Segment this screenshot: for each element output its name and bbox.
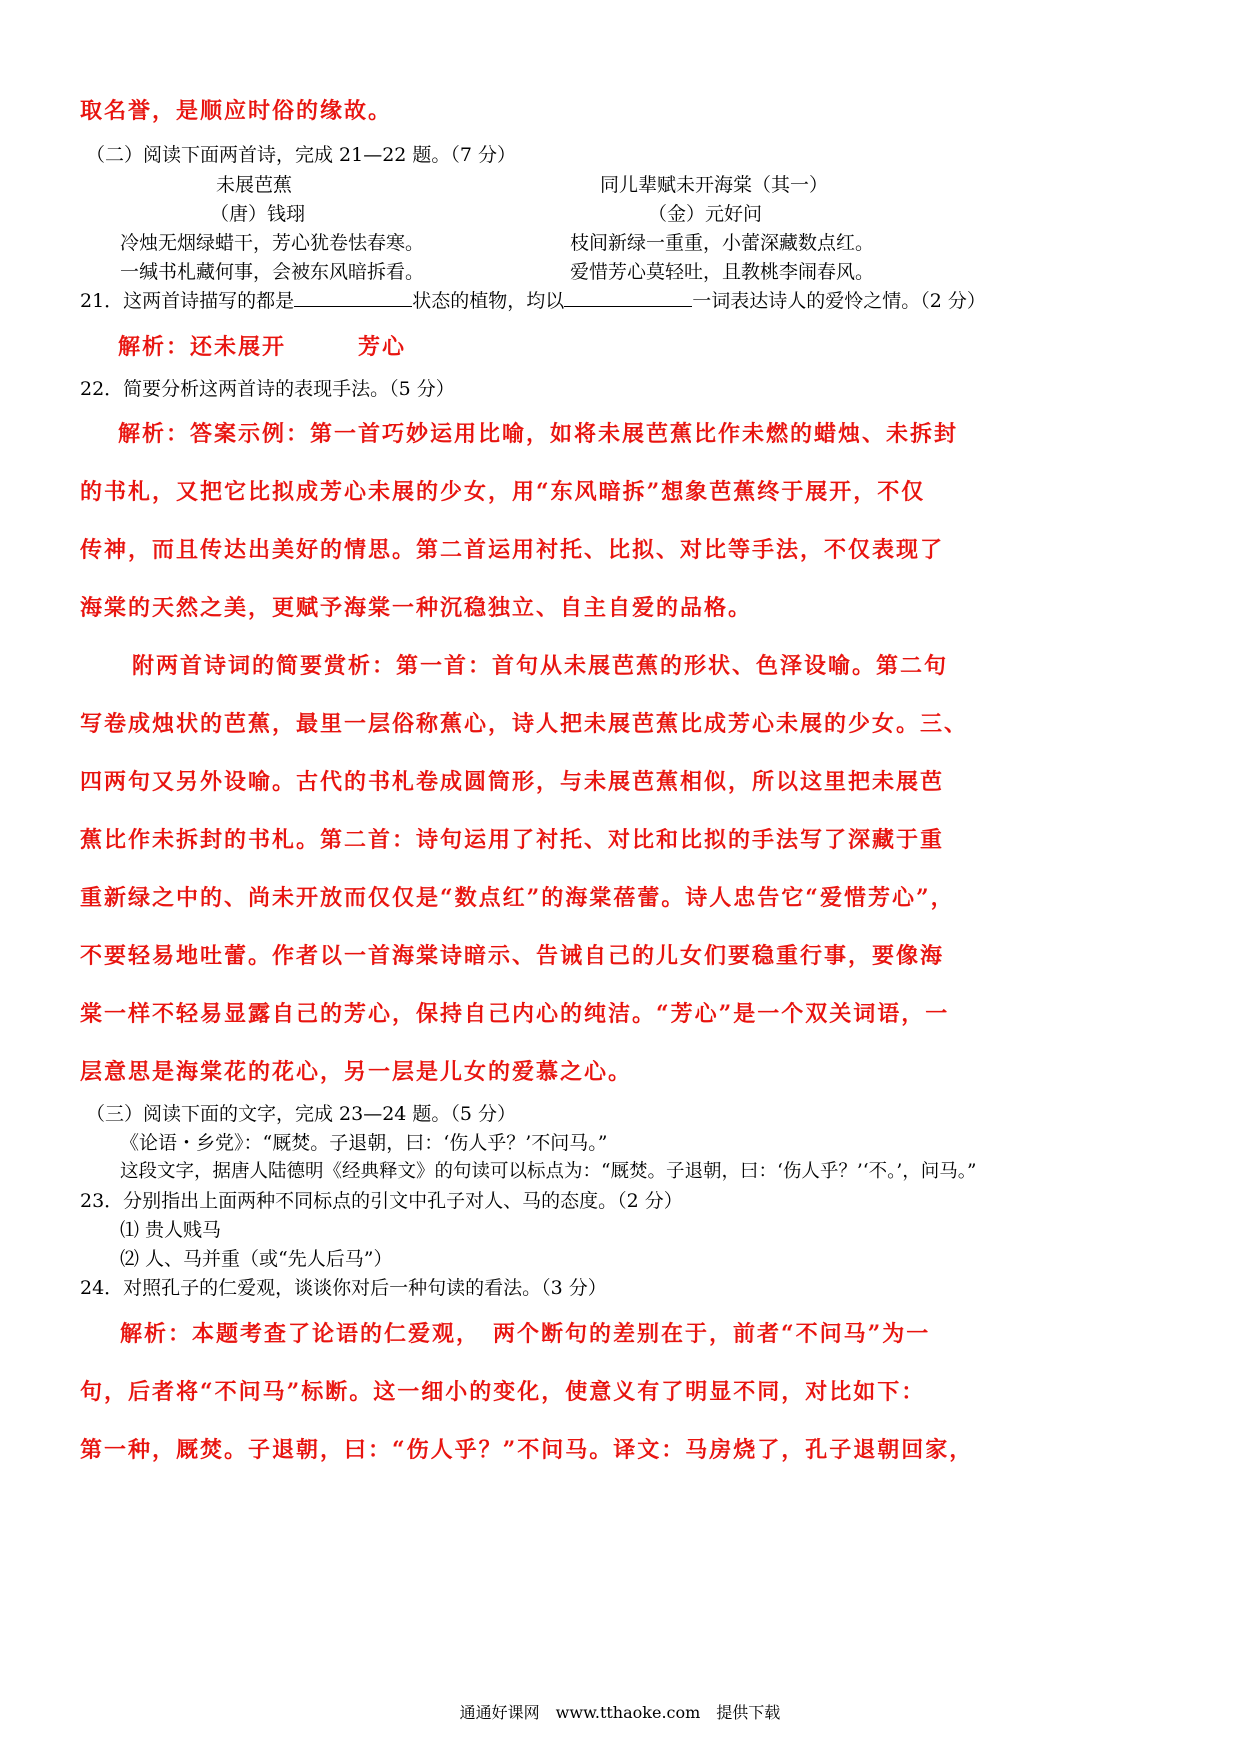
appendix-line: 重新绿之中的、尚未开放而仅仅是“数点红”的海棠蓓蕾。诗人忠告它“爱惜芳心”， [80,885,955,911]
answer-22-line: 海棠的天然之美，更赋予海棠一种沉稳独立、自主自爱的品格。 [80,595,753,621]
section3-header: （三）阅读下面的文字，完成 23—24 题。（5 分） [86,1103,517,1125]
appendix-line: 写卷成烛状的芭蕉，最里一层俗称蕉心，诗人把未展芭蕉比成芳心未展的少女。三、 [80,711,969,737]
poem1-line1: 冷烛无烟绿蜡干，芳心犹卷怯春寒。 [120,232,425,254]
appendix-line: 四两句又另外设喻。古代的书札卷成圆筒形，与未展芭蕉相似，所以这里把未展芭 [80,769,945,795]
appendix-line: 附两首诗词的简要赏析：第一首：首句从未展芭蕉的形状、色泽设喻。第二句 [132,653,949,679]
poem1-line2: 一缄书札藏何事，会被东风暗拆看。 [120,261,425,283]
answer-22-line: 解析：答案示例：第一首巧妙运用比喻，如将未展芭蕉比作未燃的蜡烛、未拆封 [118,421,959,447]
answer-blank-2[interactable] [564,286,692,307]
question-23: 23．分别指出上面两种不同标点的引文中孔子对人、马的态度。（2 分） [80,1190,683,1212]
answer-blank-1[interactable] [294,286,412,307]
poem1-author: （唐）钱珝 [210,203,306,225]
answer-21: 解析：还未展开 芳心 [118,334,407,360]
poem2-line2: 爱惜芳心莫轻吐，且教桃李闹春风。 [570,261,875,283]
poem2-line1: 枝间新绿一重重，小蕾深藏数点红。 [570,232,875,254]
appendix-line: 不要轻易地吐蕾。作者以一首海棠诗暗示、告诫自己的儿女们要稳重行事，要像海 [80,943,945,969]
question-21: 21．这两首诗描写的都是 状态的植物，均以 一词表达诗人的爱怜之情。（2 分） [80,286,986,313]
answer-22-line: 的书札，又把它比拟成芳心未展的少女，用“东风暗拆”想象芭蕉终于展开，不仅 [80,479,926,505]
poem1-title: 未展芭蕉 [216,174,293,196]
poem2-title: 同儿辈赋未开海棠（其一） [600,174,829,196]
answer-23-2: ⑵ 人、马并重（或“先人后马”） [120,1248,393,1270]
section2-header: （二）阅读下面两首诗，完成 21—22 题。（7 分） [86,144,517,166]
answer-24-line: 句，后者将“不问马”标断。这一细小的变化，使意义有了明显不同，对比如下： [80,1379,926,1405]
section3-text1: 《论语・乡党》：“厩焚。子退朝，曰：‘伤人乎？’不问马。” [120,1132,608,1154]
appendix-line: 棠一样不轻易显露自己的芳心，保持自己内心的纯洁。“芳心”是一个双关词语，一 [80,1001,950,1027]
section3-text2: 这段文字，据唐人陆德明《经典释文》的句读可以标点为：“厩焚。子退朝，曰：‘伤人乎？’‘不。’，问马。” [120,1161,977,1182]
poem2-author: （金）元好问 [648,203,763,225]
answer-22-line: 传神，而且传达出美好的情思。第二首运用衬托、比拟、对比等手法，不仅表现了 [80,537,945,563]
appendix-line: 层意思是海棠花的花心，另一层是儿女的爱慕之心。 [80,1059,633,1085]
page-footer: 通通好课网 www.tthaoke.com 提供下载 [459,1703,781,1722]
answer-24-line: 解析：本题考查了论语的仁爱观， 两个断句的差别在于，前者“不问马”为一 [120,1321,931,1347]
question-22: 22．简要分析这两首诗的表现手法。（5 分） [80,378,455,400]
answer-23-1: ⑴ 贵人贱马 [120,1219,222,1241]
appendix-line: 蕉比作未拆封的书札。第二首：诗句运用了衬托、对比和比拟的手法写了深藏于重 [80,827,945,853]
top-answer: 取名誉，是顺应时俗的缘故。 [80,98,393,124]
answer-24-line: 第一种，厩焚。子退朝，曰：“伤人乎？”不问马。译文：马房烧了，孔子退朝回家， [80,1437,974,1463]
question-24: 24．对照孔子的仁爱观，谈谈你对后一种句读的看法。（3 分） [80,1277,607,1299]
